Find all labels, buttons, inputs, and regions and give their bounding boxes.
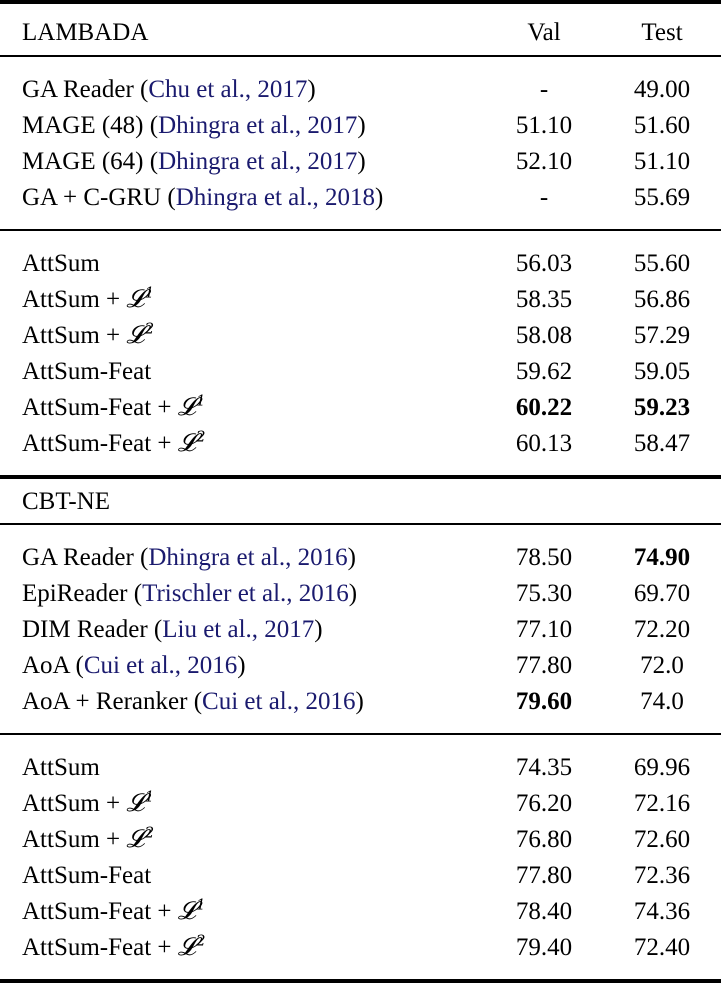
model-name-text: AttSum: [22, 249, 100, 277]
model-name-text: MAGE (64) (: [22, 147, 159, 175]
spacer-row: [0, 525, 721, 539]
loss-superscript: 1: [144, 787, 155, 806]
table-row: [0, 389, 721, 425]
row-model-name: [0, 749, 485, 785]
model-name-text: GA Reader (: [22, 543, 149, 571]
loss-superscript: 1: [195, 895, 206, 914]
table-row: [0, 317, 721, 353]
table-row: [0, 647, 721, 683]
loss-superscript: 2: [144, 319, 155, 338]
table-row: [0, 71, 721, 107]
loss-symbol: 𝓛$^2$: [126, 319, 155, 349]
model-name-text: GA + C-GRU (: [22, 183, 176, 211]
row-model-name: [0, 929, 485, 965]
spacer-cell: [0, 231, 721, 245]
model-name-text: GA Reader (: [22, 75, 149, 103]
loss-symbol: 𝓛$^1$: [126, 283, 155, 313]
model-name-text: EpiReader (: [22, 579, 143, 607]
row-test-value: 74.36: [633, 897, 691, 925]
row-model-name: [0, 353, 485, 389]
spacer-cell: [0, 965, 721, 981]
model-name-suffix: ): [237, 651, 246, 679]
row-test-value: 58.47: [633, 429, 691, 457]
loss-symbol: 𝓛$^2$: [177, 427, 206, 457]
row-model-name: [0, 143, 485, 179]
table-row: [0, 821, 721, 857]
loss-superscript: 1: [144, 283, 155, 302]
citation-link[interactable]: Dhingra et al., 2017: [158, 111, 358, 139]
row-val-value: -: [539, 183, 549, 211]
row-model-name: [0, 317, 485, 353]
model-name-text: DIM Reader (: [22, 615, 163, 643]
model-name-text: AttSum-Feat +: [22, 394, 178, 421]
spacer-cell: [0, 57, 721, 71]
table-row: [0, 893, 721, 929]
model-name-text: MAGE (48) (: [22, 111, 159, 139]
row-val-value: 79.40: [515, 933, 573, 961]
row-val-value: -: [539, 75, 549, 103]
model-name-suffix: ): [355, 687, 364, 715]
model-name-text: AttSum-Feat +: [22, 430, 178, 457]
model-name-text: AttSum +: [22, 826, 127, 853]
model-name-text: AttSum: [22, 753, 100, 781]
row-test-value: 49.00: [633, 75, 691, 103]
spacer-row: [0, 231, 721, 245]
row-test-value: 57.29: [633, 321, 691, 349]
table-row: [0, 281, 721, 317]
row-model-name: [0, 611, 485, 647]
table-row: [0, 353, 721, 389]
table-row: [0, 575, 721, 611]
row-model-name: [0, 245, 485, 281]
results-table-body: [0, 2, 721, 983]
row-val-value: 60.13: [515, 429, 573, 457]
row-model-name: [0, 179, 485, 215]
row-model-name: [0, 893, 485, 929]
spacer-cell: [0, 735, 721, 749]
model-name-text: AttSum +: [22, 286, 127, 313]
model-name-suffix: ): [374, 183, 384, 211]
spacer-cell: [0, 525, 721, 539]
model-name-suffix: ): [307, 75, 316, 103]
row-val-value: 74.35: [515, 753, 573, 781]
model-name-suffix: ): [357, 111, 366, 139]
citation-link[interactable]: Cui et al., 2016: [202, 687, 356, 715]
table-row: [0, 245, 721, 281]
row-test-value: 72.20: [633, 615, 691, 643]
row-model-name: [0, 575, 485, 611]
spacer-row: [0, 719, 721, 734]
model-name-text: AttSum-Feat +: [22, 934, 178, 961]
dataset-section-row: [0, 479, 721, 524]
row-val-value: 52.10: [515, 147, 573, 175]
table-row: [0, 929, 721, 965]
row-val-value: 59.62: [515, 357, 573, 385]
row-val-value: 75.30: [515, 579, 573, 607]
table-header-row: [0, 4, 721, 56]
column-header-test: Test: [641, 19, 683, 46]
row-val-value: 76.20: [515, 789, 573, 817]
row-model-name: [0, 785, 485, 821]
model-name-text: AttSum-Feat: [22, 357, 152, 385]
loss-symbol: 𝓛$^1$: [126, 787, 155, 817]
section-test-blank: [603, 479, 721, 524]
row-val-value: 77.80: [515, 651, 573, 679]
table-row: [0, 143, 721, 179]
loss-symbol: 𝓛$^1$: [177, 391, 206, 421]
row-model-name: [0, 857, 485, 893]
spacer-row: [0, 735, 721, 749]
row-test-value: 59.05: [633, 357, 691, 385]
row-val-value: 58.08: [515, 321, 573, 349]
table-row: [0, 179, 721, 215]
row-val-value: 56.03: [515, 249, 573, 277]
model-name-suffix: ): [314, 615, 323, 643]
model-name-suffix: ): [347, 543, 356, 571]
table-row: [0, 749, 721, 785]
table-row: [0, 539, 721, 575]
citation-link[interactable]: Chu et al., 2017: [148, 75, 308, 103]
row-test-value: 72.40: [633, 933, 691, 961]
model-name-suffix: ): [357, 147, 366, 175]
row-test-value: 69.70: [633, 579, 691, 607]
citation-link[interactable]: Trischler et al., 2016: [142, 579, 349, 607]
table-row: [0, 785, 721, 821]
row-val-value: 77.80: [515, 861, 573, 889]
row-val-value: 78.40: [515, 897, 573, 925]
model-name-text: AttSum-Feat: [22, 861, 152, 889]
row-model-name: [0, 389, 485, 425]
table-row: [0, 683, 721, 719]
loss-symbol: 𝓛$^1$: [177, 895, 206, 925]
row-test-value: 72.60: [633, 825, 691, 853]
row-test-value: 59.23: [633, 393, 691, 421]
loss-superscript: 2: [144, 823, 155, 842]
spacer-row: [0, 57, 721, 71]
row-test-value: 72.0: [640, 651, 684, 679]
row-val-value: 79.60: [515, 687, 573, 715]
row-model-name: [0, 683, 485, 719]
table-row: [0, 425, 721, 461]
row-val-value: 76.80: [515, 825, 573, 853]
model-name-text: AttSum +: [22, 790, 127, 817]
row-model-name: [0, 647, 485, 683]
spacer-row: [0, 965, 721, 981]
row-val-value: 51.10: [515, 111, 573, 139]
citation-link[interactable]: Dhingra et al., 2018: [175, 183, 375, 211]
column-header-val: Val: [527, 19, 561, 46]
row-test-value: 56.86: [633, 285, 691, 313]
model-name-text: AttSum-Feat +: [22, 898, 178, 925]
row-test-value: 72.36: [633, 861, 691, 889]
spacer-cell: [0, 215, 721, 230]
loss-superscript: 1: [195, 391, 206, 410]
row-test-value: 55.60: [633, 249, 691, 277]
spacer-cell: [0, 461, 721, 477]
model-name-text: AoA + Reranker (: [22, 687, 203, 715]
spacer-row: [0, 215, 721, 230]
loss-superscript: 2: [195, 931, 206, 950]
row-test-value: 55.69: [633, 183, 691, 211]
model-name-text: AttSum +: [22, 322, 127, 349]
loss-symbol: 𝓛$^2$: [177, 931, 206, 961]
row-model-name: [0, 281, 485, 317]
citation-link[interactable]: Dhingra et al., 2016: [148, 543, 348, 571]
spacer-row: [0, 461, 721, 477]
table-row: [0, 611, 721, 647]
row-test-value: 51.10: [633, 147, 691, 175]
citation-link[interactable]: Dhingra et al., 2017: [158, 147, 358, 175]
row-model-name: [0, 425, 485, 461]
section-val-blank: [485, 479, 603, 524]
model-name-text: AoA (: [22, 651, 84, 679]
row-model-name: [0, 71, 485, 107]
citation-link[interactable]: Liu et al., 2017: [162, 615, 315, 643]
loss-symbol: 𝓛$^2$: [126, 823, 155, 853]
row-val-value: 60.22: [515, 393, 573, 421]
row-model-name: [0, 539, 485, 575]
loss-superscript: 2: [195, 427, 206, 446]
row-model-name: [0, 821, 485, 857]
row-test-value: 74.0: [640, 687, 684, 715]
table-row: [0, 107, 721, 143]
dataset-title-cbtne: CBT-NE: [22, 487, 110, 515]
row-model-name: [0, 107, 485, 143]
table-row: [0, 857, 721, 893]
row-test-value: 74.90: [633, 543, 691, 571]
dataset-title-lambada: LAMBADA: [22, 19, 149, 46]
row-test-value: 51.60: [633, 111, 691, 139]
row-val-value: 58.35: [515, 285, 573, 313]
citation-link[interactable]: Cui et al., 2016: [83, 651, 238, 679]
row-test-value: 72.16: [633, 789, 691, 817]
row-test-value: 69.96: [633, 753, 691, 781]
row-val-value: 78.50: [515, 543, 573, 571]
row-val-value: 77.10: [515, 615, 573, 643]
model-name-suffix: ): [348, 579, 358, 607]
spacer-cell: [0, 719, 721, 734]
